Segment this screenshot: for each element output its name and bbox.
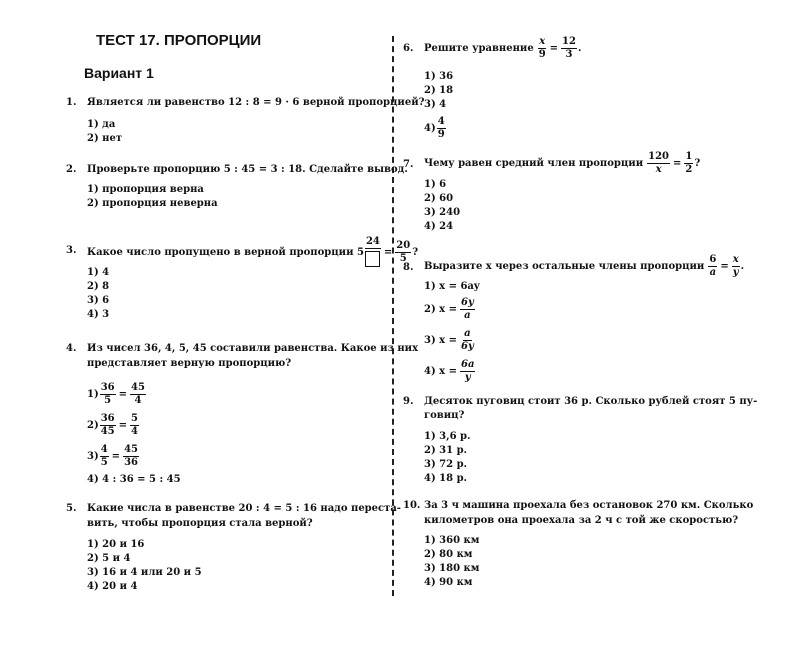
question-9-number: 9. — [403, 396, 414, 407]
option[interactable]: 3) 6 — [87, 295, 110, 306]
fraction-numerator: 120 — [648, 151, 669, 162]
option[interactable]: 2) пропорция неверна — [87, 198, 218, 209]
question-7-options — [424, 178, 460, 234]
fraction-denominator: 9 — [538, 49, 546, 60]
fraction-numerator: 6y — [461, 297, 474, 308]
option[interactable]: 4) 18 р. — [424, 473, 468, 484]
fraction-numerator: 5 — [131, 413, 138, 424]
fraction-numerator: 6a — [461, 359, 475, 370]
fraction-denominator: 5 — [100, 457, 108, 468]
fraction-numerator: a — [464, 328, 471, 339]
question-6-number: 6. — [403, 43, 414, 54]
question-8-number: 8. — [403, 262, 414, 273]
fraction-numerator: 20 — [396, 239, 411, 251]
fraction-numerator: 24 — [365, 236, 380, 247]
question-3-options — [87, 266, 109, 322]
option[interactable] — [424, 329, 476, 352]
equals-sign: = — [549, 43, 559, 54]
fraction — [123, 445, 139, 468]
option[interactable] — [87, 445, 140, 468]
question-8-text — [424, 255, 744, 278]
question-6-options — [424, 70, 453, 112]
question-7-prompt: Чему равен средний член пропорции — [424, 158, 644, 169]
fraction-denominator: a — [709, 267, 717, 278]
fraction-denominator: a — [464, 310, 471, 321]
question-4-line2: представляет верную пропорцию? — [87, 358, 292, 369]
equals-sign: = — [111, 450, 121, 462]
question-9-line2: говиц? — [424, 410, 465, 421]
option[interactable]: 1) 36 — [424, 71, 454, 82]
fraction-denominator: 9 — [437, 129, 445, 140]
option[interactable]: 1) 6 — [424, 179, 447, 190]
fraction-numerator: 36 — [100, 382, 115, 393]
fraction — [708, 255, 717, 278]
equals-sign: = — [672, 158, 682, 169]
option[interactable]: 3) 180 км — [424, 563, 480, 574]
question-5-number: 5. — [66, 503, 77, 514]
option[interactable]: 1) x = 6ay — [424, 281, 480, 292]
fraction-denominator: 2 — [685, 164, 693, 175]
fraction-numerator: 12 — [562, 36, 576, 47]
question-10-number: 10. — [403, 500, 421, 511]
question-5-line2: вить, чтобы пропорция стала верной? — [87, 518, 313, 529]
period: . — [577, 43, 582, 54]
option[interactable]: 1) да — [87, 119, 116, 130]
option[interactable]: 2) 18 — [424, 85, 454, 96]
fraction-denominator: 4 — [131, 426, 138, 437]
fraction — [684, 152, 693, 175]
fraction-numerator: 45 — [131, 382, 145, 393]
fraction-numerator: x — [732, 254, 739, 265]
fraction — [460, 360, 475, 383]
fraction-denominator: 45 — [100, 426, 115, 437]
option-label: 1) — [87, 388, 99, 400]
blank-box[interactable] — [365, 251, 380, 267]
option-label: 3) — [87, 450, 99, 462]
fraction — [561, 37, 577, 60]
fraction-numerator: 6 — [709, 254, 717, 265]
fraction-denominator: 6y — [461, 341, 474, 352]
fraction-numerator: 36 — [100, 413, 115, 424]
fraction — [437, 117, 446, 140]
fraction — [130, 414, 139, 437]
question-3-text — [87, 237, 418, 267]
option[interactable]: 4) 24 — [424, 221, 454, 232]
page-title: ТЕСТ 17. ПРОПОРЦИИ — [96, 32, 262, 49]
question-9-line1: Десяток пуговиц стоит 36 р. Сколько рублей стоят 5 пу- — [424, 396, 758, 407]
option[interactable] — [424, 117, 447, 140]
fraction-denominator: 5 — [104, 395, 112, 406]
option[interactable]: 3) 16 и 4 или 20 и 5 — [87, 567, 202, 578]
question-5-line1: Какие числа в равенстве 20 : 4 = 5 : 16 надо переста- — [87, 503, 401, 514]
question-2-text: Проверьте пропорцию 5 : 45 = 3 : 18. Сделайте вывод. — [87, 164, 408, 175]
fraction-numerator: 4 — [100, 444, 108, 455]
question-9-options — [424, 430, 471, 486]
option[interactable]: 4) 90 км — [424, 577, 473, 588]
variant-label: Вариант 1 — [84, 65, 154, 81]
question-mark: ? — [694, 158, 701, 169]
option[interactable]: 3) 240 — [424, 207, 461, 218]
question-1-options — [87, 118, 122, 146]
fraction — [647, 152, 670, 175]
option[interactable]: 2) 8 — [87, 281, 110, 292]
question-3-text-before: Какое число пропущено в верной пропорции 5 — [87, 246, 364, 258]
question-2-number: 2. — [66, 164, 77, 175]
fraction — [538, 37, 547, 60]
question-5-options — [87, 538, 202, 594]
question-3-number: 3. — [66, 245, 77, 256]
fraction-denominator: 36 — [124, 457, 138, 468]
fraction — [732, 255, 740, 278]
fraction-with-blank — [365, 237, 381, 267]
option[interactable]: 2) 31 р. — [424, 445, 468, 456]
period: . — [740, 261, 745, 272]
fraction-numerator: 45 — [124, 444, 138, 455]
fraction — [460, 329, 475, 352]
fraction-denominator: y — [464, 372, 471, 383]
option[interactable]: 4) 20 и 4 — [87, 581, 138, 592]
option[interactable] — [424, 298, 476, 321]
option-label: 4) x = — [424, 365, 457, 377]
question-4-line1: Из чисел 36, 4, 5, 45 составили равенства. Какое из них — [87, 343, 419, 354]
question-4-number: 4. — [66, 343, 77, 354]
fraction — [130, 383, 146, 406]
option[interactable] — [424, 360, 476, 383]
question-7-text — [424, 152, 700, 175]
fraction-denominator: 3 — [565, 49, 573, 60]
option[interactable]: 4) 4 : 36 = 5 : 45 — [87, 474, 181, 485]
option[interactable]: 3) 72 р. — [424, 459, 468, 470]
option[interactable]: 2) нет — [87, 133, 123, 144]
equals-sign: = — [118, 388, 128, 400]
option-label: 2) — [87, 419, 99, 431]
question-1-text: Является ли равенство 12 : 8 = 9 · 6 верной пропорцией? — [87, 97, 425, 108]
option[interactable]: 1) 360 км — [424, 535, 480, 546]
fraction-denominator: 5 — [399, 252, 407, 264]
fraction-numerator: x — [539, 36, 546, 47]
question-2-options — [87, 183, 218, 211]
equals-sign: = — [383, 246, 393, 258]
fraction — [100, 414, 116, 437]
question-7-number: 7. — [403, 159, 414, 170]
fraction — [100, 383, 116, 406]
option[interactable]: 2) 80 км — [424, 549, 473, 560]
option-label: 3) x = — [424, 334, 457, 346]
question-10-options — [424, 534, 479, 590]
fraction — [395, 241, 411, 264]
question-8-prompt: Выразите x через остальные члены пропорции — [424, 261, 705, 272]
option[interactable]: 1) 20 и 16 — [87, 539, 145, 550]
option[interactable]: 2) 5 и 4 — [87, 553, 131, 564]
fraction-denominator: x — [655, 164, 662, 175]
option[interactable] — [87, 414, 140, 437]
fraction-numerator: 1 — [685, 151, 693, 162]
question-1-number: 1. — [66, 97, 77, 108]
option[interactable]: 1) 3,6 р. — [424, 431, 471, 442]
question-mark: ? — [412, 246, 419, 258]
option[interactable]: 1) 4 — [87, 267, 110, 278]
fraction-denominator: y — [732, 267, 739, 278]
equals-sign: = — [118, 419, 128, 431]
option-label: 4) — [424, 122, 436, 134]
option-label: 2) x = — [424, 303, 457, 315]
question-6-prompt: Решите уравнение — [424, 43, 534, 54]
fraction — [100, 445, 109, 468]
question-10-line1: За 3 ч машина проехала без остановок 270 км. Сколько — [424, 500, 754, 511]
question-10-line2: километров она проехала за 2 ч с той же скоростью? — [424, 515, 739, 526]
option[interactable]: 3) 4 — [424, 99, 447, 110]
option[interactable]: 2) 60 — [424, 193, 454, 204]
equals-sign: = — [720, 261, 729, 272]
question-6-text — [424, 37, 581, 60]
option[interactable]: 1) пропорция верна — [87, 184, 204, 195]
option[interactable]: 4) 3 — [87, 309, 110, 320]
option[interactable] — [87, 383, 147, 406]
fraction — [460, 298, 475, 321]
fraction-denominator: 4 — [134, 395, 142, 406]
fraction-numerator: 4 — [437, 116, 445, 127]
